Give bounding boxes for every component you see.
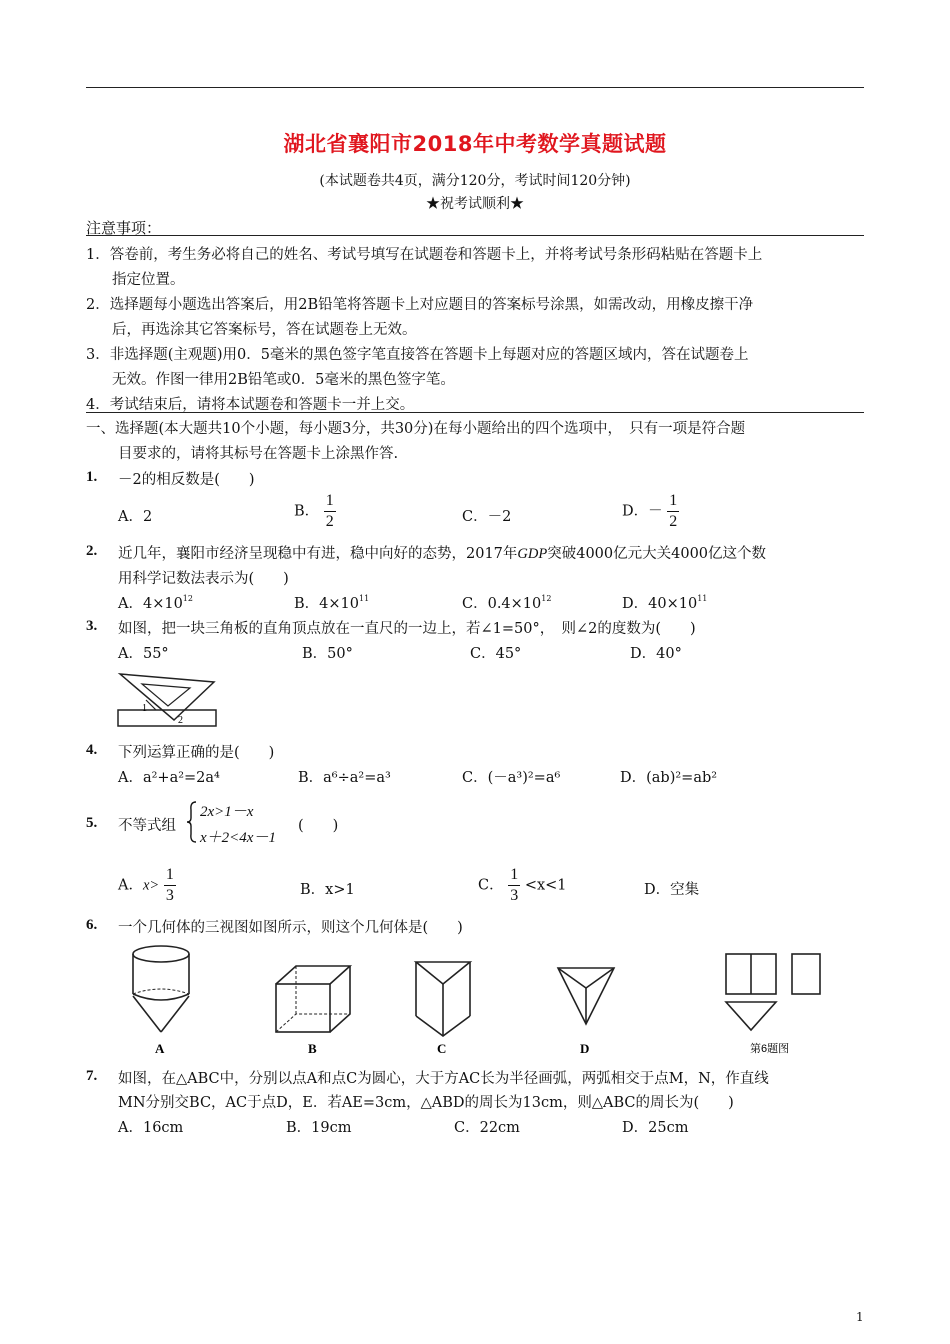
q3-option-d: D．40°	[630, 646, 682, 662]
q3-figure	[116, 670, 220, 730]
q4-option-c: C．(－a³)²=a⁶	[462, 770, 561, 786]
triangle-ruler-outer	[120, 674, 214, 720]
q7-option-b: B．19cm	[286, 1120, 352, 1136]
notice-rule-top	[86, 235, 864, 236]
svg-text:D: D	[580, 1041, 590, 1056]
notice-item-1-line1: 1．答卷前，考生务必将自己的姓名、考试号填写在试题卷和答题卡上，并将考试号条形码粘贴在答题卡上	[86, 247, 763, 263]
notice-heading: 注意事项：	[86, 219, 162, 237]
q1-stem: －2的相反数是( )	[118, 472, 255, 488]
ruler-shape	[118, 710, 216, 726]
solid-b-cube	[276, 966, 350, 1056]
notice-item-3-line1: 3．非选择题(主观题)用0．5毫米的黑色签字笔直接答在答题卡上每题对应的答题区域内，答在试题卷上	[86, 347, 749, 363]
notice-item-4: 4．考试结束后，请将本试题卷和答题卡一并上交。	[86, 397, 415, 413]
q5-inequality-2: x＋2<4x－1	[200, 830, 276, 846]
q4-option-d: D．(ab)²=ab²	[620, 770, 718, 786]
angle-2-label: 2	[178, 715, 183, 726]
q6-stem: 一个几何体的三视图如图所示，则这个几何体是( )	[118, 920, 463, 936]
q6-number: 6.	[86, 917, 98, 933]
page-number: 1	[856, 1310, 864, 1324]
notice-item-1-line2: 指定位置。	[112, 272, 185, 288]
solid-a-cylinder-cone	[133, 946, 189, 1056]
q5-number: 5.	[86, 815, 98, 831]
q7-option-d: D．25cm	[622, 1120, 689, 1136]
q4-option-a: A．a²+a²=2a⁴	[118, 770, 220, 786]
q5-answer-paren: ( )	[298, 818, 339, 834]
q2-option-c: C．$0.4\times 10^{12}$	[462, 594, 552, 612]
section-intro-line2: 目要求的，请将其标号在答题卡上涂黑作答.	[118, 446, 399, 462]
notice-rule-bottom	[86, 412, 864, 413]
svg-text:C: C	[437, 1041, 447, 1056]
q5-option-d: D．空集	[644, 882, 700, 898]
q5-option-b: B．x>1	[300, 882, 355, 898]
section-intro-line1: 一、选择题(本大题共10个小题，每小题3分，共30分)在每小题给出的四个选项中， 只有一项是符合题	[86, 421, 746, 437]
q3-option-c: C．45°	[470, 646, 522, 662]
q1-option-d: D．－ $\frac{1}{2}$	[622, 492, 678, 530]
q1-option-c: C．－2	[462, 509, 512, 525]
solid-c-prism	[416, 962, 470, 1056]
svg-text:B: B	[308, 1041, 317, 1056]
q4-option-b: B．a⁶÷a²=a³	[298, 770, 391, 786]
q1-d-fraction: $\frac{1}{2}$	[669, 492, 678, 530]
q1-option-a: A．2	[118, 509, 153, 525]
q1-option-b: B． $\frac{1}{2}$	[294, 492, 334, 530]
q4-number: 4.	[86, 742, 98, 758]
q4-stem: 下列运算正确的是( )	[118, 745, 275, 761]
q7-number: 7.	[86, 1068, 98, 1084]
q6-figures	[120, 940, 840, 1056]
q1-number: 1.	[86, 469, 98, 485]
q2-option-a: A．$4\times 10^{12}$	[118, 594, 193, 612]
q7-stem-line1: 如图，在△ABC中，分别以点A和点C为圆心，大于方AC长为半径画弧，两弧相交于点M，N，作直线	[118, 1071, 769, 1087]
q7-option-c: C．22cm	[454, 1120, 520, 1136]
q6-caption: 第6题图	[750, 1043, 790, 1055]
q5-option-c: C． $\frac{1}{3}$ <x<1	[478, 866, 567, 904]
wish-line: ★祝考试顺利★	[426, 196, 524, 212]
q3-stem: 如图，把一块三角板的直角顶点放在一直尺的一边上，若∠1=50°， 则∠2的度数为( )	[118, 621, 696, 637]
q5-c-fraction: $\frac{1}{3}$	[510, 866, 519, 904]
q2-option-d: D．$40\times 10^{11}$	[622, 594, 708, 612]
q1-b-fraction: $\frac{1}{2}$	[325, 492, 334, 530]
top-rule	[86, 87, 864, 88]
q3-option-a: A．55°	[118, 646, 169, 662]
q3-number: 3.	[86, 618, 98, 634]
q2-option-b: B．$4\times 10^{11}$	[294, 594, 370, 612]
q5-inequality-1: 2x>1－x	[200, 804, 254, 820]
q2-stem-line1: 近几年，襄阳市经济呈现稳中有进，稳中向好的态势，2017年GDP突破4000亿元大关4000亿这个数	[118, 546, 767, 562]
q2-stem-line2: 用科学记数法表示为( )	[118, 571, 289, 587]
solid-d-pyramid	[558, 968, 614, 1056]
q5-option-a: A．x> $\frac{1}{3}$	[118, 866, 174, 904]
notice-item-2-line1: 2．选择题每小题选出答案后，用2B铅笔将答题卡上对应题目的答案标号涂黑，如需改动，用橡皮擦干净	[86, 297, 754, 313]
page-title: 湖北省襄阳市2018年中考数学真题试题	[283, 132, 667, 156]
q7-option-a: A．16cm	[118, 1120, 184, 1136]
q5-stem: 不等式组	[118, 818, 176, 834]
q5-a-fraction: $\frac{1}{3}$	[165, 866, 174, 904]
svg-text:A: A	[155, 1041, 165, 1056]
three-views	[726, 954, 820, 1055]
q3-option-b: B．50°	[302, 646, 353, 662]
notice-item-3-line2: 无效。作图一律用2B铅笔或0．5毫米的黑色签字笔。	[112, 372, 455, 388]
q7-stem-line2: MN分别交BC，AC于点D，E．若AE=3cm，△ABD的周长为13cm，则△ABC的周长为( )	[118, 1095, 734, 1111]
exam-info: (本试题卷共4页，满分120分，考试时间120分钟)	[319, 173, 631, 189]
q5-brace	[186, 800, 198, 844]
notice-item-2-line2: 后，再选涂其它答案标号，答在试题卷上无效。	[112, 322, 417, 338]
angle-1-label: 1	[142, 703, 147, 714]
q2-number: 2.	[86, 543, 98, 559]
angle-line	[146, 700, 156, 710]
